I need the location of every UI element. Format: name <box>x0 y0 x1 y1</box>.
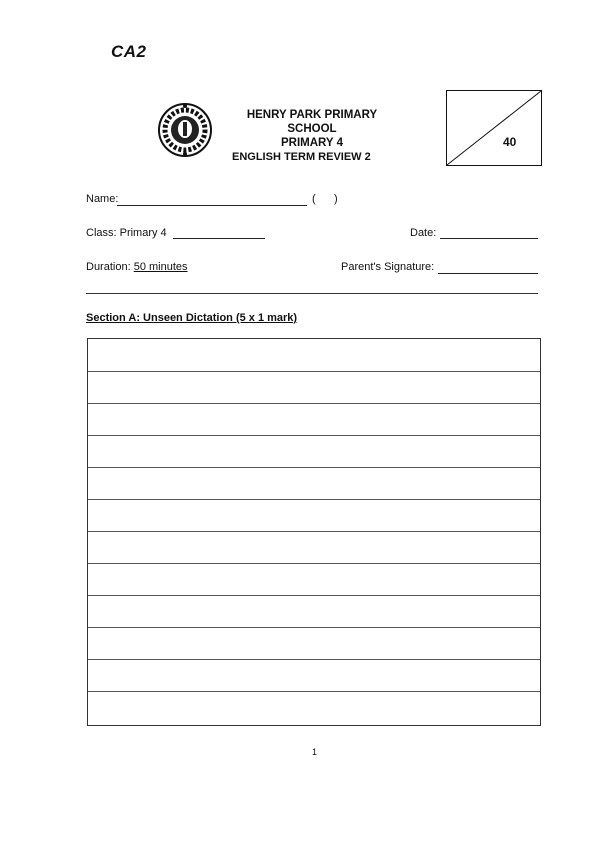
writing-line <box>88 691 540 692</box>
writing-line <box>88 467 540 468</box>
paper-tag: CA2 <box>111 42 147 61</box>
name-field[interactable] <box>117 205 307 206</box>
dictation-box[interactable] <box>87 338 541 726</box>
writing-line <box>88 499 540 500</box>
class-label: Class: Primary 4 <box>86 227 167 239</box>
duration-row <box>86 261 188 273</box>
date-field[interactable] <box>440 238 538 239</box>
writing-line <box>88 403 540 404</box>
school-name: HENRY PARK PRIMARY SCHOOL <box>246 109 378 135</box>
writing-line <box>88 371 540 372</box>
date-label: Date: <box>410 227 437 239</box>
signature-label: Parent's Signature: <box>341 261 435 273</box>
writing-line <box>88 595 540 596</box>
page-number: 1 <box>312 747 318 757</box>
paper-title: ENGLISH TERM REVIEW 2 <box>232 151 371 163</box>
header-divider <box>86 293 538 294</box>
writing-line <box>88 435 540 436</box>
section-a-title: Section A: Unseen Dictation (5 x 1 mark) <box>86 312 298 324</box>
duration-label: Duration: <box>86 261 131 273</box>
name-label: Name: <box>86 193 119 205</box>
class-field[interactable] <box>173 238 265 239</box>
school-level: PRIMARY 4 <box>281 137 343 149</box>
writing-line <box>88 563 540 564</box>
writing-line <box>88 659 540 660</box>
signature-field[interactable] <box>438 273 538 274</box>
duration-value: 50 minutes <box>133 261 188 273</box>
writing-line <box>88 531 540 532</box>
school-title <box>222 108 402 150</box>
index-number-brackets: ( ) <box>312 193 338 205</box>
writing-line <box>88 627 540 628</box>
total-marks: 40 <box>503 135 517 149</box>
total-marks-box <box>446 90 542 166</box>
school-crest-icon <box>157 102 213 158</box>
